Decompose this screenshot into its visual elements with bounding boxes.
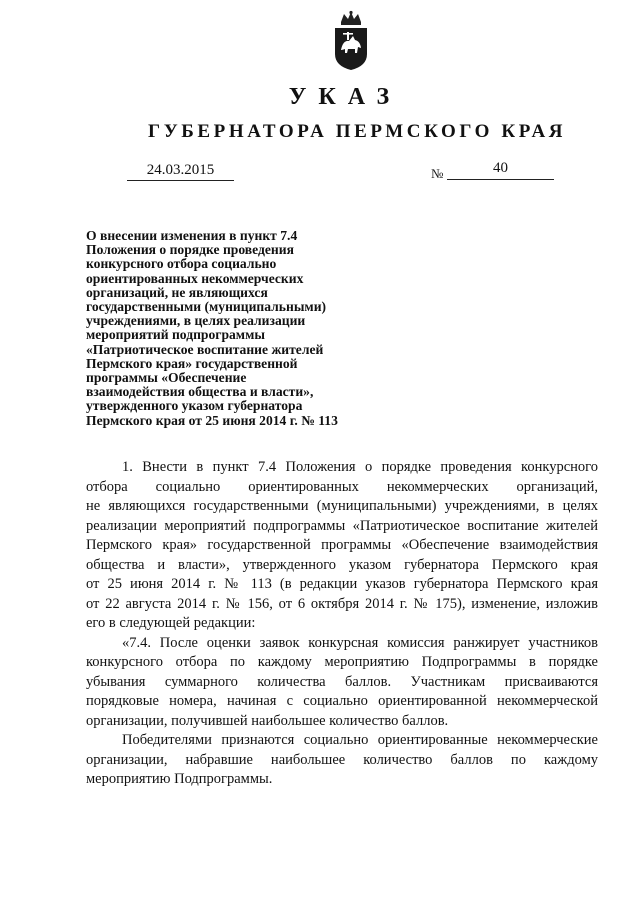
body-line: отбора социально ориентированных некоммерческих организаций, [86, 478, 598, 495]
heading-line: «Патриотическое воспитание жителей [86, 341, 324, 357]
heading-line: Положения о порядке проведения [86, 242, 294, 258]
document-date: 24.03.2015 [127, 162, 234, 181]
number-sign: № [431, 166, 444, 181]
document-title: УКАЗ [288, 84, 402, 110]
heading-line: Пермского края» государственной [86, 355, 298, 371]
body-line: реализации мероприятий подпрограммы «Патриотическое воспитание жителей [86, 517, 598, 534]
body-line: организации, набравшие наибольшее количество баллов по каждому [86, 751, 598, 768]
heading-line: программы «Обеспечение [86, 370, 247, 386]
document-number: 40 [447, 160, 554, 180]
heading-line: организаций, не являющихся [86, 284, 268, 300]
decree-heading [86, 229, 386, 428]
body-line: общества и власти», утвержденного указом губернатора Пермского края [86, 556, 598, 573]
heading-line: учреждениями, в целях реализации [86, 313, 306, 329]
body-line: убывания суммарного количества баллов. Участникам присваиваются [86, 673, 598, 690]
body-line: не являющихся государственными (муниципальными) учреждениями, в целях [86, 498, 598, 514]
heading-line: ориентированных некоммерческих [86, 270, 304, 286]
body-line: Победителями признаются социально ориентированные некоммерческие [122, 732, 598, 748]
body-line: конкурсного отбора по каждому мероприятию Подпрограммы в порядке [86, 654, 598, 670]
body-line: мероприятию Подпрограммы. [86, 771, 273, 787]
decree-body [86, 458, 598, 790]
body-line: от 25 июня 2014 г. № 113 (в редакции указов губернатора Пермского края [86, 576, 598, 592]
document-subtitle: ГУБЕРНАТОРА ПЕРМСКОГО КРАЯ [148, 121, 567, 142]
heading-line: О внесении изменения в пункт 7.4 [86, 228, 298, 243]
body-line: 1. Внести в пункт 7.4 Положения о порядке проведения конкурсного [122, 459, 598, 475]
heading-line: конкурсного отбора социально [86, 256, 277, 272]
heading-line: мероприятий подпрограммы [86, 327, 265, 343]
body-line: «7.4. После оценки заявок конкурсная комиссия ранжирует участников [122, 634, 598, 651]
perm-krai-coat-of-arms-icon [329, 10, 373, 72]
body-line: его в следующей редакции: [86, 615, 256, 631]
body-line: Пермского края» государственной программы «Обеспечение взаимодействия [86, 537, 598, 553]
heading-line: Пермского края от 25 июня 2014 г. № 113 [86, 412, 338, 428]
body-line: порядковые номера, начиная с социально ориентированной некоммерческой [86, 693, 598, 709]
body-line: организации, получившей наибольшее количество баллов. [86, 712, 449, 729]
heading-line: государственными (муниципальными) [86, 299, 327, 315]
heading-line: утвержденного указом губернатора [86, 398, 303, 414]
heading-line: взаимодействия общества и власти», [86, 384, 314, 400]
body-line: от 22 августа 2014 г. № 156, от 6 октября 2014 г. № 175), изменение, изложив [86, 595, 598, 612]
